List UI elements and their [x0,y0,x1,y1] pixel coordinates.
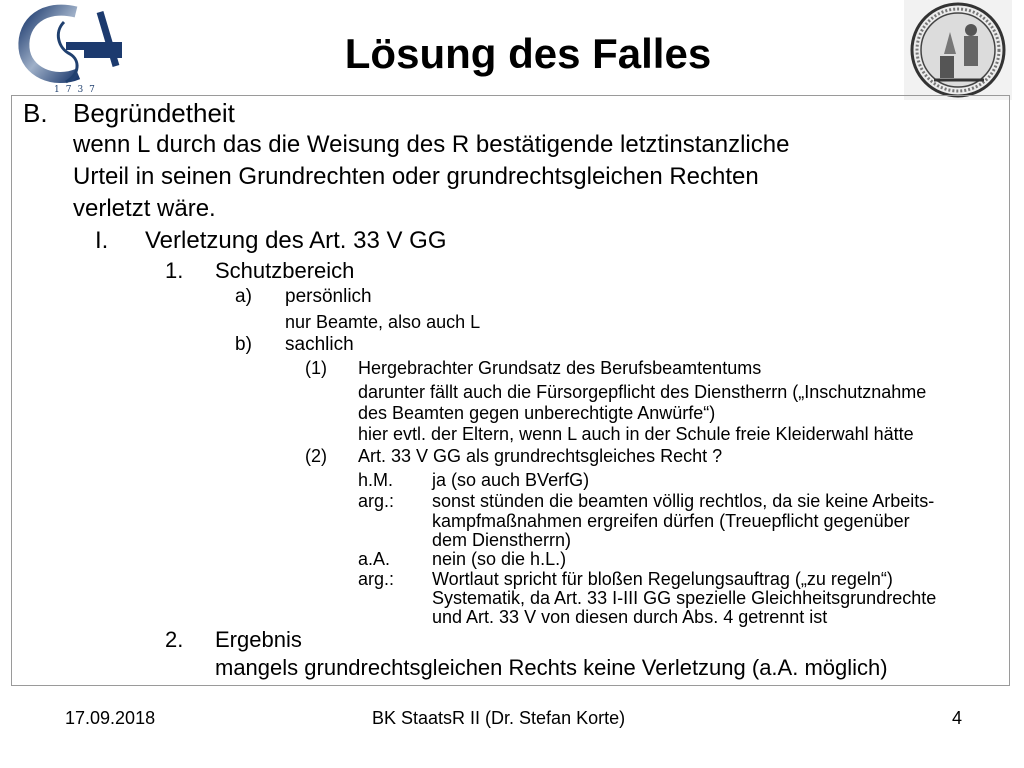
footer-page-number: 4 [952,708,963,728]
section-b-text-line: wenn L durch das die Weisung des R bestätigende letztinstanzliche [73,131,790,158]
opinion-text-line: Systematik, da Art. 33 I-III GG spezielle Gleichheitsgrundrechte [432,588,937,608]
logo-year: 1737 [54,85,101,95]
opinion-text-line: dem Dienstherrn) [432,530,572,550]
subsection-2-heading: Ergebnis [215,627,302,652]
opinion-label: arg.: [358,491,395,511]
section-b-heading: Begründetheit [73,98,235,128]
opinion-text-line: kampfmaßnahmen ergreifen dürfen (Treuepflicht gegenüber [432,511,910,531]
item-b-heading: sachlich [285,334,354,355]
slide-title: Lösung des Falles [344,30,712,77]
point-1-heading: Hergebrachter Grundsatz des Berufsbeamtentums [358,358,762,378]
point-2-marker: (2) [305,446,327,466]
item-b-marker: b) [235,334,252,355]
section-b-marker: B. [23,98,48,128]
point-2-heading: Art. 33 V GG als grundrechtsgleiches Recht ? [358,446,723,466]
item-a-marker: a) [235,286,252,307]
subsection-2-marker: 2. [165,627,184,652]
section-b-text-line: Urteil in seinen Grundrechten oder grundrechtsgleichen Rechten [73,163,759,190]
opinion-text-line: nein (so die h.L.) [432,549,567,569]
section-i-marker: I. [95,227,109,254]
opinion-text-line: ja (so auch BVerfG) [432,470,590,490]
point-1-text-line: hier evtl. der Eltern, wenn L auch in der Schule freie Kleiderwahl hätte [358,424,914,444]
opinion-text-line: und Art. 33 V von diesen durch Abs. 4 getrennt ist [432,607,828,627]
point-1-marker: (1) [305,358,327,378]
item-a-heading: persönlich [285,286,372,307]
footer-title: BK StaatsR II (Dr. Stefan Korte) [372,708,626,728]
opinion-label: arg.: [358,569,395,589]
footer-date: 17.09.2018 [65,708,156,728]
section-i-heading: Verletzung des Art. 33 V GG [145,227,447,254]
opinion-label: a.A. [358,549,391,569]
item-a-text: nur Beamte, also auch L [285,312,481,332]
subsection-1-heading: Schutzbereich [215,258,355,283]
opinion-label: h.M. [358,470,394,490]
section-b-text-line: verletzt wäre. [73,195,216,222]
point-1-text-line: des Beamten gegen unberechtigte Anwürfe“) [358,403,716,423]
subsection-2-text: mangels grundrechtsgleichen Rechts keine Verletzung (a.A. möglich) [215,655,888,680]
opinion-text-line: sonst stünden die beamten völlig rechtlos, da sie keine Arbeits- [432,491,935,511]
subsection-1-marker: 1. [165,258,184,283]
opinion-text-line: Wortlaut spricht für bloßen Regelungsauftrag („zu regeln“) [432,569,893,589]
point-1-text-line: darunter fällt auch die Fürsorgepflicht des Dienstherrn („Inschutznahme [358,382,927,402]
